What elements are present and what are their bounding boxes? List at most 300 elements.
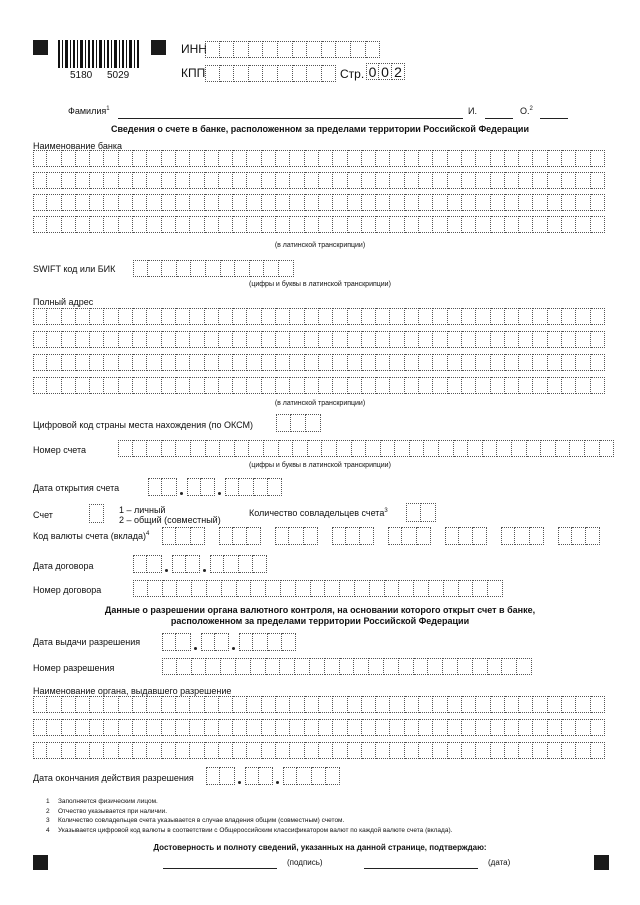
input-cell[interactable] bbox=[205, 742, 219, 759]
input-cell[interactable] bbox=[281, 580, 296, 597]
input-cell[interactable] bbox=[268, 478, 282, 496]
input-cell[interactable] bbox=[249, 65, 264, 82]
input-cell[interactable] bbox=[219, 696, 233, 713]
input-cell[interactable] bbox=[348, 719, 362, 736]
input-cell[interactable] bbox=[405, 331, 419, 348]
input-cell[interactable] bbox=[591, 308, 605, 325]
input-cell[interactable] bbox=[319, 696, 333, 713]
input-cell[interactable] bbox=[245, 767, 259, 785]
input-cell[interactable] bbox=[476, 194, 490, 211]
input-cell[interactable] bbox=[548, 150, 562, 167]
input-cell[interactable] bbox=[476, 354, 490, 371]
input-cell[interactable] bbox=[362, 172, 376, 189]
input-cell[interactable] bbox=[119, 742, 133, 759]
input-cell[interactable] bbox=[591, 150, 605, 167]
input-cell[interactable] bbox=[497, 440, 512, 457]
cell-row[interactable] bbox=[33, 696, 605, 713]
input-cell[interactable] bbox=[233, 172, 247, 189]
input-cell[interactable] bbox=[414, 580, 429, 597]
input-cell[interactable] bbox=[354, 658, 369, 675]
input-cell[interactable] bbox=[176, 742, 190, 759]
input-cell[interactable] bbox=[419, 377, 433, 394]
input-cell[interactable] bbox=[47, 172, 61, 189]
input-cell[interactable] bbox=[147, 150, 161, 167]
input-cell[interactable] bbox=[76, 308, 90, 325]
input-cell[interactable] bbox=[33, 696, 47, 713]
input-cell[interactable] bbox=[548, 194, 562, 211]
input-cell[interactable] bbox=[362, 308, 376, 325]
input-cell[interactable] bbox=[462, 354, 476, 371]
input-cell[interactable] bbox=[90, 194, 104, 211]
input-cell[interactable] bbox=[47, 308, 61, 325]
input-cell[interactable] bbox=[190, 331, 204, 348]
input-cell[interactable] bbox=[410, 440, 425, 457]
input-cell[interactable] bbox=[311, 580, 326, 597]
cell-row[interactable] bbox=[33, 742, 605, 759]
input-cell[interactable] bbox=[390, 354, 404, 371]
input-cell[interactable] bbox=[462, 216, 476, 233]
kpp-field[interactable] bbox=[205, 65, 336, 82]
input-cell[interactable] bbox=[251, 580, 266, 597]
input-cell[interactable] bbox=[562, 150, 576, 167]
input-cell[interactable] bbox=[462, 696, 476, 713]
input-cell[interactable] bbox=[162, 377, 176, 394]
input-cell[interactable] bbox=[289, 527, 303, 545]
input-cell[interactable] bbox=[476, 377, 490, 394]
input-cell[interactable] bbox=[533, 172, 547, 189]
input-cell[interactable] bbox=[276, 742, 290, 759]
input-cell[interactable] bbox=[205, 216, 219, 233]
input-cell[interactable] bbox=[206, 260, 221, 277]
input-cell[interactable] bbox=[276, 696, 290, 713]
input-cell[interactable] bbox=[476, 150, 490, 167]
cell-row[interactable] bbox=[445, 527, 488, 545]
input-cell[interactable] bbox=[62, 308, 76, 325]
input-cell[interactable] bbox=[390, 377, 404, 394]
input-cell[interactable] bbox=[348, 742, 362, 759]
input-cell[interactable] bbox=[491, 150, 505, 167]
input-cell[interactable] bbox=[448, 172, 462, 189]
input-cell[interactable] bbox=[90, 216, 104, 233]
input-cell[interactable] bbox=[476, 696, 490, 713]
input-cell[interactable] bbox=[205, 194, 219, 211]
input-cell[interactable] bbox=[310, 658, 325, 675]
input-cell[interactable] bbox=[262, 216, 276, 233]
input-cell[interactable] bbox=[206, 658, 221, 675]
input-cell[interactable] bbox=[233, 308, 247, 325]
input-cell[interactable] bbox=[419, 216, 433, 233]
input-cell[interactable] bbox=[190, 150, 204, 167]
input-cell[interactable] bbox=[176, 354, 190, 371]
input-cell[interactable] bbox=[147, 172, 161, 189]
cell-row[interactable] bbox=[245, 767, 274, 785]
input-cell[interactable] bbox=[376, 216, 390, 233]
input-cell[interactable] bbox=[33, 742, 47, 759]
input-cell[interactable] bbox=[90, 308, 104, 325]
input-cell[interactable] bbox=[548, 377, 562, 394]
input-cell[interactable] bbox=[247, 194, 261, 211]
input-cell[interactable] bbox=[276, 719, 290, 736]
input-cell[interactable] bbox=[519, 216, 533, 233]
input-cell[interactable] bbox=[162, 742, 176, 759]
input-cell[interactable] bbox=[176, 308, 190, 325]
input-cell[interactable] bbox=[433, 172, 447, 189]
input-cell[interactable] bbox=[390, 719, 404, 736]
input-cell[interactable] bbox=[62, 150, 76, 167]
input-cell[interactable] bbox=[336, 41, 351, 58]
input-cell[interactable] bbox=[348, 354, 362, 371]
input-cell[interactable] bbox=[162, 172, 176, 189]
cell-row[interactable] bbox=[133, 555, 162, 573]
input-cell[interactable] bbox=[119, 331, 133, 348]
initial-o-field[interactable] bbox=[540, 118, 568, 119]
input-cell[interactable] bbox=[205, 331, 219, 348]
input-cell[interactable] bbox=[191, 260, 206, 277]
contract-number-field[interactable] bbox=[133, 580, 503, 597]
input-cell[interactable] bbox=[62, 696, 76, 713]
input-cell[interactable] bbox=[205, 377, 219, 394]
input-cell[interactable] bbox=[76, 331, 90, 348]
input-cell[interactable] bbox=[33, 719, 47, 736]
input-cell[interactable] bbox=[251, 658, 266, 675]
input-cell[interactable] bbox=[576, 216, 590, 233]
input-cell[interactable] bbox=[505, 308, 519, 325]
input-cell[interactable] bbox=[176, 172, 190, 189]
input-cell[interactable] bbox=[399, 658, 414, 675]
input-cell[interactable] bbox=[319, 354, 333, 371]
input-cell[interactable] bbox=[233, 150, 247, 167]
input-cell[interactable] bbox=[296, 580, 311, 597]
input-cell[interactable] bbox=[133, 555, 147, 573]
input-cell[interactable] bbox=[459, 527, 473, 545]
input-cell[interactable] bbox=[505, 696, 519, 713]
permit-number-field[interactable] bbox=[162, 658, 532, 675]
input-cell[interactable] bbox=[104, 719, 118, 736]
input-cell[interactable] bbox=[262, 308, 276, 325]
input-cell[interactable] bbox=[388, 527, 402, 545]
input-cell[interactable] bbox=[405, 719, 419, 736]
input-cell[interactable] bbox=[576, 742, 590, 759]
input-cell[interactable] bbox=[62, 742, 76, 759]
input-cell[interactable] bbox=[147, 308, 161, 325]
input-cell[interactable] bbox=[247, 719, 261, 736]
input-cell[interactable] bbox=[476, 331, 490, 348]
input-cell[interactable] bbox=[448, 331, 462, 348]
input-cell[interactable] bbox=[190, 354, 204, 371]
input-cell[interactable] bbox=[119, 377, 133, 394]
input-cell[interactable] bbox=[147, 216, 161, 233]
input-cell[interactable] bbox=[247, 527, 261, 545]
input-cell[interactable] bbox=[319, 377, 333, 394]
input-cell[interactable] bbox=[448, 308, 462, 325]
input-cell[interactable] bbox=[276, 308, 290, 325]
input-cell[interactable] bbox=[290, 172, 304, 189]
cell-row[interactable] bbox=[388, 527, 431, 545]
input-cell[interactable] bbox=[90, 742, 104, 759]
input-cell[interactable] bbox=[348, 331, 362, 348]
input-cell[interactable] bbox=[33, 354, 47, 371]
input-cell[interactable] bbox=[220, 440, 235, 457]
input-cell[interactable] bbox=[147, 696, 161, 713]
input-cell[interactable] bbox=[118, 440, 133, 457]
input-cell[interactable] bbox=[235, 440, 250, 457]
cell-row[interactable] bbox=[33, 331, 605, 348]
input-cell[interactable] bbox=[133, 260, 148, 277]
input-cell[interactable] bbox=[190, 742, 204, 759]
input-cell[interactable] bbox=[405, 742, 419, 759]
input-cell[interactable] bbox=[162, 308, 176, 325]
input-cell[interactable] bbox=[276, 414, 291, 432]
input-cell[interactable] bbox=[119, 308, 133, 325]
input-cell[interactable] bbox=[47, 331, 61, 348]
input-cell[interactable] bbox=[76, 150, 90, 167]
input-cell[interactable] bbox=[548, 696, 562, 713]
input-cell[interactable] bbox=[333, 172, 347, 189]
input-cell[interactable] bbox=[576, 308, 590, 325]
input-cell[interactable] bbox=[262, 696, 276, 713]
input-cell[interactable] bbox=[163, 580, 178, 597]
input-cell[interactable] bbox=[558, 527, 572, 545]
input-cell[interactable] bbox=[234, 41, 249, 58]
input-cell[interactable] bbox=[206, 440, 221, 457]
input-cell[interactable] bbox=[414, 658, 429, 675]
input-cell[interactable] bbox=[384, 658, 399, 675]
input-cell[interactable] bbox=[148, 580, 163, 597]
input-cell[interactable] bbox=[419, 308, 433, 325]
input-cell[interactable] bbox=[562, 719, 576, 736]
input-cell[interactable] bbox=[362, 194, 376, 211]
input-cell[interactable] bbox=[319, 150, 333, 167]
input-cell[interactable] bbox=[76, 377, 90, 394]
input-cell[interactable] bbox=[177, 580, 192, 597]
input-cell[interactable] bbox=[176, 719, 190, 736]
input-cell[interactable] bbox=[262, 172, 276, 189]
input-cell[interactable] bbox=[297, 767, 311, 785]
input-cell[interactable] bbox=[305, 742, 319, 759]
input-cell[interactable] bbox=[247, 216, 261, 233]
cell-row[interactable] bbox=[283, 767, 340, 785]
input-cell[interactable] bbox=[147, 440, 162, 457]
input-cell[interactable] bbox=[253, 633, 267, 651]
input-cell[interactable] bbox=[147, 719, 161, 736]
input-cell[interactable] bbox=[405, 308, 419, 325]
input-cell[interactable] bbox=[33, 377, 47, 394]
input-cell[interactable] bbox=[219, 308, 233, 325]
input-cell[interactable] bbox=[205, 65, 220, 82]
input-cell[interactable] bbox=[352, 440, 367, 457]
input-cell[interactable] bbox=[119, 696, 133, 713]
input-cell[interactable] bbox=[390, 308, 404, 325]
input-cell[interactable] bbox=[201, 633, 215, 651]
input-cell[interactable] bbox=[177, 658, 192, 675]
input-cell[interactable] bbox=[62, 377, 76, 394]
input-cell[interactable] bbox=[390, 331, 404, 348]
input-cell[interactable] bbox=[505, 377, 519, 394]
input-cell[interactable] bbox=[305, 172, 319, 189]
input-cell[interactable] bbox=[177, 260, 192, 277]
input-cell[interactable] bbox=[76, 216, 90, 233]
input-cell[interactable] bbox=[562, 354, 576, 371]
cell-row[interactable] bbox=[33, 150, 605, 167]
input-cell[interactable] bbox=[133, 377, 147, 394]
input-cell[interactable] bbox=[429, 580, 444, 597]
input-cell[interactable] bbox=[491, 331, 505, 348]
input-cell[interactable] bbox=[276, 194, 290, 211]
input-cell[interactable] bbox=[104, 377, 118, 394]
input-cell[interactable] bbox=[221, 658, 236, 675]
input-cell[interactable] bbox=[576, 331, 590, 348]
input-cell[interactable] bbox=[47, 150, 61, 167]
input-cell[interactable] bbox=[419, 696, 433, 713]
input-cell[interactable] bbox=[562, 194, 576, 211]
input-cell[interactable] bbox=[276, 377, 290, 394]
input-cell[interactable] bbox=[390, 172, 404, 189]
input-cell[interactable] bbox=[519, 194, 533, 211]
input-cell[interactable] bbox=[533, 719, 547, 736]
cell-row[interactable] bbox=[33, 308, 605, 325]
input-cell[interactable] bbox=[119, 354, 133, 371]
input-cell[interactable] bbox=[162, 194, 176, 211]
input-cell[interactable] bbox=[282, 633, 296, 651]
input-cell[interactable] bbox=[362, 150, 376, 167]
input-cell[interactable] bbox=[530, 527, 544, 545]
input-cell[interactable] bbox=[305, 331, 319, 348]
input-cell[interactable] bbox=[104, 354, 118, 371]
input-cell[interactable] bbox=[505, 172, 519, 189]
input-cell[interactable] bbox=[233, 377, 247, 394]
input-cell[interactable] bbox=[576, 172, 590, 189]
input-cell[interactable] bbox=[133, 696, 147, 713]
cell-row[interactable] bbox=[187, 478, 216, 496]
input-cell[interactable] bbox=[445, 527, 459, 545]
input-cell[interactable] bbox=[491, 696, 505, 713]
input-cell[interactable] bbox=[448, 354, 462, 371]
input-cell[interactable] bbox=[47, 194, 61, 211]
input-cell[interactable] bbox=[459, 580, 474, 597]
input-cell[interactable] bbox=[90, 719, 104, 736]
input-cell[interactable] bbox=[419, 742, 433, 759]
input-cell[interactable] bbox=[290, 742, 304, 759]
input-cell[interactable] bbox=[219, 527, 233, 545]
input-cell[interactable] bbox=[483, 440, 498, 457]
input-cell[interactable] bbox=[90, 331, 104, 348]
input-cell[interactable] bbox=[600, 440, 615, 457]
input-cell[interactable] bbox=[419, 719, 433, 736]
input-cell[interactable] bbox=[428, 658, 443, 675]
input-cell[interactable] bbox=[62, 354, 76, 371]
cell-row[interactable] bbox=[332, 527, 375, 545]
input-cell[interactable] bbox=[247, 742, 261, 759]
input-cell[interactable] bbox=[262, 331, 276, 348]
input-cell[interactable] bbox=[333, 354, 347, 371]
input-cell[interactable] bbox=[305, 696, 319, 713]
input-cell[interactable] bbox=[333, 719, 347, 736]
input-cell[interactable] bbox=[505, 216, 519, 233]
input-cell[interactable] bbox=[233, 194, 247, 211]
input-cell[interactable] bbox=[448, 194, 462, 211]
input-cell[interactable] bbox=[307, 65, 322, 82]
input-cell[interactable] bbox=[33, 216, 47, 233]
input-cell[interactable] bbox=[133, 440, 148, 457]
input-cell[interactable] bbox=[280, 658, 295, 675]
input-cell[interactable] bbox=[247, 354, 261, 371]
input-cell[interactable] bbox=[290, 331, 304, 348]
input-cell[interactable] bbox=[305, 377, 319, 394]
input-cell[interactable] bbox=[505, 331, 519, 348]
input-cell[interactable] bbox=[533, 331, 547, 348]
input-cell[interactable] bbox=[247, 696, 261, 713]
cell-row[interactable] bbox=[33, 719, 605, 736]
input-cell[interactable] bbox=[333, 742, 347, 759]
input-cell[interactable] bbox=[333, 331, 347, 348]
input-cell[interactable] bbox=[376, 150, 390, 167]
input-cell[interactable] bbox=[293, 440, 308, 457]
input-cell[interactable] bbox=[76, 354, 90, 371]
input-cell[interactable] bbox=[519, 354, 533, 371]
input-cell[interactable] bbox=[276, 216, 290, 233]
input-cell[interactable] bbox=[104, 150, 118, 167]
input-cell[interactable] bbox=[362, 742, 376, 759]
input-cell[interactable] bbox=[405, 172, 419, 189]
input-cell[interactable] bbox=[162, 331, 176, 348]
input-cell[interactable] bbox=[405, 354, 419, 371]
input-cell[interactable] bbox=[501, 527, 515, 545]
input-cell[interactable] bbox=[491, 742, 505, 759]
input-cell[interactable] bbox=[133, 331, 147, 348]
input-cell[interactable] bbox=[326, 767, 340, 785]
input-cell[interactable] bbox=[219, 331, 233, 348]
input-cell[interactable] bbox=[519, 377, 533, 394]
input-cell[interactable] bbox=[505, 194, 519, 211]
input-cell[interactable] bbox=[348, 696, 362, 713]
input-cell[interactable] bbox=[591, 194, 605, 211]
input-cell[interactable] bbox=[133, 194, 147, 211]
input-cell[interactable] bbox=[239, 555, 253, 573]
input-cell[interactable] bbox=[491, 354, 505, 371]
input-cell[interactable] bbox=[576, 719, 590, 736]
input-cell[interactable] bbox=[476, 308, 490, 325]
input-cell[interactable] bbox=[264, 440, 279, 457]
input-cell[interactable] bbox=[333, 308, 347, 325]
input-cell[interactable] bbox=[290, 216, 304, 233]
input-cell[interactable] bbox=[233, 216, 247, 233]
input-cell[interactable] bbox=[90, 377, 104, 394]
input-cell[interactable] bbox=[172, 555, 186, 573]
input-cell[interactable] bbox=[337, 440, 352, 457]
input-cell[interactable] bbox=[585, 440, 600, 457]
input-cell[interactable] bbox=[576, 377, 590, 394]
input-cell[interactable] bbox=[190, 377, 204, 394]
input-cell[interactable] bbox=[448, 696, 462, 713]
input-cell[interactable] bbox=[406, 503, 421, 522]
input-cell[interactable] bbox=[433, 354, 447, 371]
input-cell[interactable] bbox=[205, 41, 220, 58]
input-cell[interactable] bbox=[190, 719, 204, 736]
input-cell[interactable] bbox=[340, 658, 355, 675]
cell-row[interactable] bbox=[33, 377, 605, 394]
input-cell[interactable] bbox=[433, 194, 447, 211]
input-cell[interactable] bbox=[290, 377, 304, 394]
input-cell[interactable] bbox=[533, 742, 547, 759]
cell-row[interactable] bbox=[239, 633, 296, 651]
input-cell[interactable] bbox=[376, 331, 390, 348]
input-cell[interactable] bbox=[439, 440, 454, 457]
input-cell[interactable] bbox=[176, 633, 190, 651]
input-cell[interactable] bbox=[263, 41, 278, 58]
input-cell[interactable] bbox=[266, 658, 281, 675]
input-cell[interactable] bbox=[222, 580, 237, 597]
input-cell[interactable] bbox=[473, 658, 488, 675]
